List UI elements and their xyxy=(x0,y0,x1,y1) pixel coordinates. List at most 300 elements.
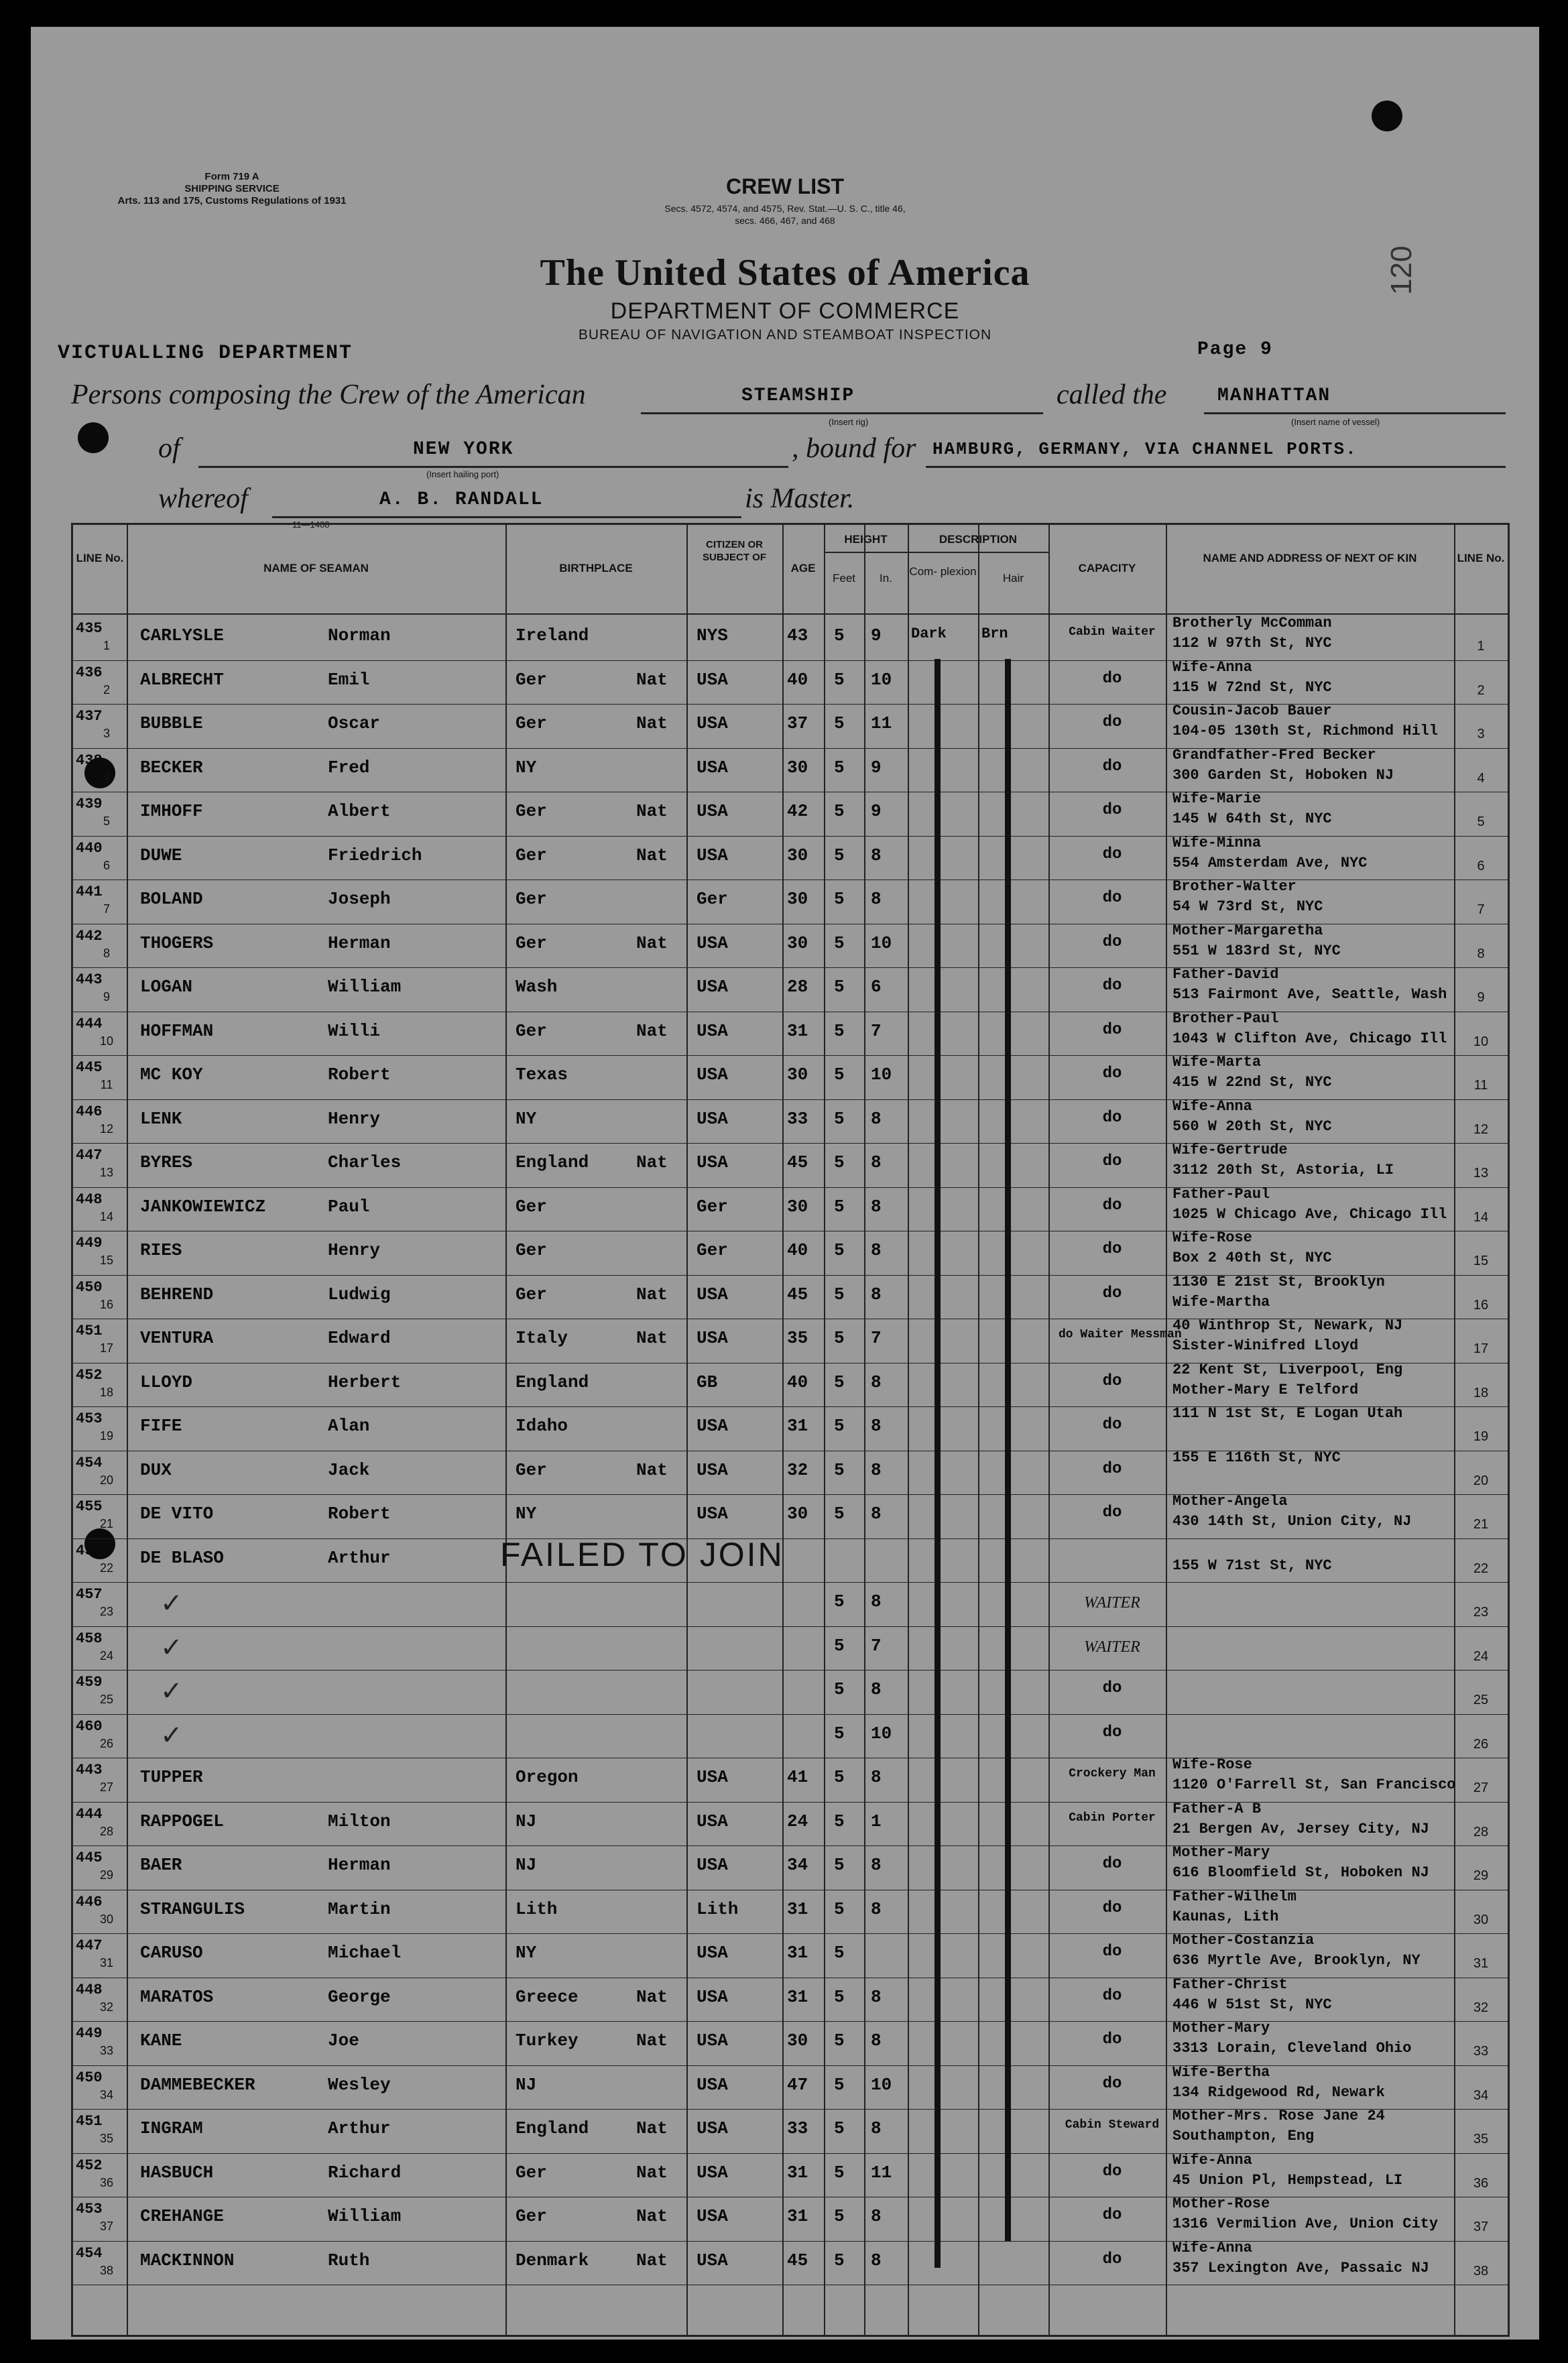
line-number: 19 xyxy=(99,1429,114,1443)
age: 35 xyxy=(787,1328,808,1348)
naturalized: Nat xyxy=(636,2031,668,2051)
birthplace: Italy xyxy=(516,1328,568,1348)
naturalized: Nat xyxy=(636,713,668,733)
next-of-kin-address: Kaunas, Lith xyxy=(1172,1908,1279,1925)
next-of-kin-name: Mother-Angela xyxy=(1172,1493,1288,1510)
ref-number: 455 xyxy=(76,1498,103,1515)
birthplace: England xyxy=(516,1372,589,1392)
citizenship: USA xyxy=(697,932,728,953)
pencil-number: 120 xyxy=(1385,245,1418,295)
punch-hole xyxy=(78,422,109,453)
next-of-kin-name: Father-Wilhelm xyxy=(1172,1888,1296,1905)
seaman-surname: JANKOWIEWICZ xyxy=(140,1196,266,1217)
age: 45 xyxy=(787,1152,808,1172)
citizenship: USA xyxy=(697,1152,728,1172)
birthplace: Ger xyxy=(516,932,547,953)
height-feet: 5 xyxy=(834,1416,845,1436)
table-row xyxy=(73,2020,1508,2061)
line-number: 16 xyxy=(99,1297,114,1311)
line-number-right: 26 xyxy=(1473,1736,1489,1752)
next-of-kin-name: Wife-Anna xyxy=(1172,1097,1252,1115)
line-number-right: 16 xyxy=(1473,1297,1489,1313)
height-inches: 8 xyxy=(871,1196,882,1217)
height-feet: 5 xyxy=(834,1679,845,1699)
capacity: do xyxy=(1102,2206,1122,2224)
line-number: 14 xyxy=(99,1209,114,1223)
table-row xyxy=(73,1493,1508,1534)
height-inches: 8 xyxy=(871,2250,882,2270)
naturalized: Nat xyxy=(636,2162,668,2183)
table-row xyxy=(73,1717,1508,1754)
statute-sections: Secs. 4572, 4574, and 4575, Rev. Stat.—U. S. C., title 46, secs. 466, 467, and 468 xyxy=(664,203,906,226)
height-inches: 7 xyxy=(871,1635,882,1656)
col-inches: In. xyxy=(880,572,892,585)
age: 33 xyxy=(787,2118,808,2138)
seaman-surname: KANE xyxy=(140,2031,182,2051)
col-citizen: CITIZEN OR SUBJECT OF xyxy=(702,539,766,563)
ref-number: 447 xyxy=(76,1147,103,1164)
birthplace: Ger xyxy=(516,2162,547,2183)
table-row xyxy=(73,1932,1508,1974)
destination: HAMBURG, GERMANY, VIA CHANNEL PORTS. xyxy=(932,439,1358,459)
citizenship: USA xyxy=(697,1943,728,1963)
line-number: 21 xyxy=(99,1517,114,1530)
line-number-right: 22 xyxy=(1473,1561,1489,1576)
preamble-called: called the xyxy=(1057,379,1167,410)
age: 31 xyxy=(787,1020,808,1041)
height-inches: 8 xyxy=(871,2206,882,2226)
seaman-surname: BYRES xyxy=(140,1152,193,1172)
height-inches: 8 xyxy=(871,1108,882,1129)
line-number-right: 38 xyxy=(1473,2263,1489,2279)
next-of-kin-address: 45 Union Pl, Hempstead, LI xyxy=(1172,2171,1403,2189)
next-of-kin-address: 415 W 22nd St, NYC xyxy=(1172,1074,1332,1091)
seaman-surname: BEHREND xyxy=(140,1284,214,1305)
table-row xyxy=(73,1010,1508,1052)
height-inches: 8 xyxy=(871,1416,882,1436)
seaman-given-name: Oscar xyxy=(328,713,381,733)
birthplace: Ger xyxy=(516,801,547,821)
capacity: do xyxy=(1102,1372,1122,1390)
line-number-right: 37 xyxy=(1473,2220,1489,2234)
height-feet: 5 xyxy=(834,801,845,821)
ref-number: 445 xyxy=(76,1059,103,1076)
table-row xyxy=(73,746,1508,788)
next-of-kin-name: Father-Paul xyxy=(1172,1185,1270,1203)
line-number-right: 15 xyxy=(1473,1254,1489,1268)
table-row xyxy=(73,1273,1508,1315)
height-feet: 5 xyxy=(834,2118,845,2138)
height-feet: 5 xyxy=(834,757,845,778)
citizenship: USA xyxy=(697,2074,728,2095)
capacity: do xyxy=(1102,2031,1122,2049)
age: 31 xyxy=(787,1898,808,1919)
table-row xyxy=(73,1317,1508,1359)
age: 30 xyxy=(787,845,808,865)
seaman-surname: CREHANGE xyxy=(140,2206,224,2226)
seaman-given-name: William xyxy=(328,2206,402,2226)
country-title: The United States of America xyxy=(540,252,1030,294)
next-of-kin-name: Mother-Rose xyxy=(1172,2195,1270,2212)
table-row xyxy=(73,1673,1508,1710)
capacity: do xyxy=(1102,1943,1122,1961)
seaman-surname: CARUSO xyxy=(140,1943,203,1963)
line-number: 33 xyxy=(99,2044,114,2057)
next-of-kin-name: 40 Winthrop St, Newark, NJ xyxy=(1172,1317,1403,1334)
seaman-surname: DE BLASO xyxy=(140,1547,224,1568)
next-of-kin-address: 155 W 71st St, NYC xyxy=(1172,1557,1332,1574)
birthplace: Ger xyxy=(516,1284,547,1305)
crew-table xyxy=(71,523,1510,2337)
line-number-right: 9 xyxy=(1477,990,1485,1005)
vessel-name: MANHATTAN xyxy=(1217,385,1331,406)
naturalized: Nat xyxy=(636,1328,668,1348)
seaman-given-name: Martin xyxy=(328,1898,391,1919)
citizenship: GB xyxy=(697,1372,718,1392)
line-number-right: 30 xyxy=(1473,1912,1489,1927)
height-feet: 5 xyxy=(834,625,845,646)
line-number-right: 11 xyxy=(1473,1078,1488,1093)
ref-number: 452 xyxy=(76,2157,103,2174)
next-of-kin-name: 1130 E 21st St, Brooklyn xyxy=(1172,1273,1385,1290)
ref-number: 451 xyxy=(76,1323,103,1339)
capacity: do xyxy=(1102,1679,1122,1697)
capacity: do xyxy=(1102,2074,1122,2093)
age: 45 xyxy=(787,1284,808,1305)
line-number-right: 35 xyxy=(1473,2132,1489,2146)
table-row xyxy=(73,1054,1508,1095)
col-next-of-kin: NAME AND ADDRESS OF NEXT OF KIN xyxy=(1203,552,1417,564)
next-of-kin-name: Cousin-Jacob Bauer xyxy=(1172,703,1332,719)
capacity: do xyxy=(1102,1504,1122,1522)
seaman-surname: ALBRECHT xyxy=(140,669,224,690)
col-hair: Hair xyxy=(1002,572,1024,585)
capacity: do xyxy=(1102,2162,1122,2181)
next-of-kin-address: Wife-Martha xyxy=(1172,1293,1270,1311)
citizenship: USA xyxy=(697,1284,728,1305)
line-number-right: 10 xyxy=(1473,1034,1489,1049)
preamble-whereof: whereof xyxy=(158,483,248,514)
height-feet: 5 xyxy=(834,1196,845,1217)
ref-number: 437 xyxy=(76,708,103,725)
preamble-persons: Persons composing the Crew of the American xyxy=(71,379,586,410)
failed-to-join-stamp: FAILED TO JOIN xyxy=(500,1536,784,1573)
next-of-kin-name: Father-A B xyxy=(1172,1800,1262,1817)
citizenship: USA xyxy=(697,757,728,778)
citizenship: USA xyxy=(697,977,728,997)
height-inches: 9 xyxy=(871,757,882,778)
seaman-given-name: Jack xyxy=(328,1459,370,1480)
seaman-surname: HASBUCH xyxy=(140,2162,214,2183)
height-feet: 5 xyxy=(834,1108,845,1129)
height-inches: 10 xyxy=(871,932,892,953)
table-row xyxy=(73,1097,1508,1140)
seaman-surname: DUX xyxy=(140,1459,172,1480)
seaman-given-name: Herman xyxy=(328,932,391,953)
birthplace: Ger xyxy=(516,1459,547,1480)
height-inches: 7 xyxy=(871,1328,882,1348)
birthplace: NJ xyxy=(516,2074,537,2095)
age: 30 xyxy=(787,1504,808,1524)
age: 30 xyxy=(787,932,808,953)
line-number: 17 xyxy=(99,1341,114,1355)
seaman-given-name: Albert xyxy=(328,801,391,821)
capacity: do xyxy=(1102,845,1122,863)
citizenship: USA xyxy=(697,713,728,733)
line-number: 29 xyxy=(99,1868,114,1882)
citizenship: USA xyxy=(697,845,728,865)
height-inches: 10 xyxy=(871,1723,892,1744)
capacity: do xyxy=(1102,1065,1122,1083)
line-number: 23 xyxy=(99,1605,114,1618)
line-number: 34 xyxy=(99,2087,114,2102)
age: 30 xyxy=(787,2031,808,2051)
next-of-kin-address: 134 Ridgewood Rd, Newark xyxy=(1172,2083,1385,2101)
next-of-kin-name: Wife-Anna xyxy=(1172,658,1252,676)
capacity: do xyxy=(1102,1108,1122,1127)
capacity: do xyxy=(1102,1240,1122,1258)
next-of-kin-address: 554 Amsterdam Ave, NYC xyxy=(1172,854,1368,871)
capacity: Crockery Man xyxy=(1069,1767,1156,1780)
birthplace: Greece xyxy=(516,1986,579,2007)
seaman-surname: STRANGULIS xyxy=(140,1898,245,1919)
ref-number: 460 xyxy=(76,1717,103,1735)
line-number-right: 19 xyxy=(1473,1429,1489,1444)
bureau-title: BUREAU OF NAVIGATION AND STEAMBOAT INSPECTION xyxy=(578,327,992,343)
citizenship: USA xyxy=(697,669,728,690)
next-of-kin-name: Wife-Anna xyxy=(1172,2239,1252,2256)
crew-list-sheet: Form 719 A SHIPPING SERVICE Arts. 113 and 175, Customs Regulations of 1931 CREW LIST Secs. 4572, 4574, and 4575, Rev. Stat.—U. S. C., title 46, secs. 466, 467, and 468 The United States of America DEPARTMENT OF COMMERCE BUREAU OF NAVIGATION AND STEAMBOAT INSPECTION VICTUALLING DEPARTMENT Page 9 120 Persons composing the Crew of the American STEAMSHIP (Insert rig) called the MANHATTAN (Insert name of vessel) of NEW YORK (Insert hailing port) , bound for HAMBURG, GERMANY, VIA CHANNEL PORTS. whereof A. B. RANDALL 11—1408 is Master. LINE No. NAME OF SEAMAN BIRTHPLACE CITIZEN OR SUBJECT OF AGE HEIGHT Feet In. DESCRIPTION Com- plexion Hair CAPACITY NAME AND ADDRESS OF NEXT OF KIN LINE No. 435 1 CARLYSLE Norman Ireland NYS 43 5 9 Dark Brn Cabin Waiter Brotherly McComman 112 W 97th St, NYC 1 436 2 ALBRECHT Emil Ger Nat USA 40 5 10 do Wife-Anna 115 W 72nd St, NYC 2 437 3 BUBBLE Oscar Ger Nat USA 37 5 11 do Cousin-Jacob Bauer 104-05 130th St, Richmond Hill 3 438 4 BECKER Fred NY USA 30 5 9 do Grandfather-Fred Becker 300 Garden St, Hoboken NJ 4 439 5 IMHOFF Albert Ger Nat USA 42 5 9 do Wife-Marie 145 W 64th St, NYC 5 440 6 DUWE Friedrich Ger Nat USA 30 5 8 do Wife-Minna 554 Amsterdam Ave, NYC 6 441 7 BOLAND Joseph Ger Ger 30 5 8 do Brother-Walter 54 W 73rd St, NYC 7 442 8 THOGERS Herman Ger Nat USA 30 5 10 do Mother-Margaretha 551 W 183rd St, NYC 8 443 9 LOGAN William Wash USA 28 5 6 do Father-David 513 Fairmont Ave, Seattle, Wash 9 444 10 HOFFMAN Willi Ger Nat USA 31 5 7 do Brother-Paul 1043 W Clifton Ave, Chicago Ill 10 445 11 MC KOY Robert Texas USA 30 5 10 do Wife-Marta 415 W 22nd St, NYC 11 446 12 LENK Henry NY USA 33 5 8 do Wife-Anna 560 W 20th St, NYC 12 447 13 BYRES Charles England Nat USA 45 5 8 do Wife-Gertrude 3112 20th St, Astoria, LI 13 448 14 JANKOWIEWICZ Paul Ger Ger 30 5 8 do Father-Paul 1025 W Chicago Ave, Chicago Ill 14 449 15 RIES Henry Ger Ger 40 5 8 do Wife-Rose Box 2 40th St, NYC 15 450 16 BEHREND Ludwig Ger Nat USA 45 5 8 do 1130 E 21st St, Brooklyn Wife-Martha 16 451 17 VENTURA Edward Italy Nat USA 35 5 7 do Waiter Messman 40 Winthrop St, Newark, NJ Sister-Winifred Lloyd 17 452 18 LLOYD Herbert England GB 40 5 8 do 22 Kent St, Liverpool, Eng Mother-Mary E Telford 18 453 19 FIFE Alan Idaho USA 31 5 8 do 111 N 1st St, E Logan Utah 19 454 20 DUX Jack Ger Nat USA 32 5 8 do 155 E 116th St, NYC 20 455 21 DE VITO Robert NY USA 30 5 8 do Mother-Angela 430 14th St, Union City, NJ 21 456 22 DE BLASO Arthur 155 W 71st St, NYC 22 457 23 5 8 WAITER 23 ✓ 458 24 5 7 WAITER 24 ✓ 459 25 5 8 do 25 ✓ 460 26 5 10 do 26 ✓ 443 27 TUPPER Oregon USA 41 5 8 Crockery Man Wife-Rose 1120 O'Farrell St, San Francisco 27 444 28 RAPPOGEL Milton NJ USA 24 5 1 Cabin Porter Father-A B 21 Bergen Av, Jersey City, NJ 28 445 29 BAER Herman NJ USA 34 5 8 do Mother-Mary 616 Bloomfield St, Hoboken NJ 29 446 30 STRANGULIS Martin Lith Lith 31 5 8 do Father-Wilhelm Kaunas, Lith 30 447 31 CARUSO Michael NY USA 31 5 do Mother-Costanzia 636 Myrtle Ave, Brooklyn, NY 31 448 32 MARATOS George Greece Nat USA 31 5 8 do Father-Christ 446 W 51st St, NYC 32 449 33 KANE Joe Turkey Nat USA 30 5 8 do Mother-Mary 3313 Lorain, Cleveland Ohio 33 450 34 DAMMEBECKER Wesley NJ USA 47 5 10 do Wife-Bertha 134 Ridgewood Rd, Newark 34 451 35 INGRAM Arthur England Nat USA 33 5 8 Cabin Steward Mother-Mrs. Rose Jane 24 Southampton, Eng 35 452 36 HASBUCH Richard Ger Nat USA 31 5 11 do Wife-Anna 45 Union Pl, Hempstead, LI 36 453 37 CREHANGE William Ger Nat USA 31 5 8 do Mother-Rose 1316 Vermilion Ave, Union City 37 454 38 MACKINNON Ruth Denmark Nat USA 45 5 8 do Wife-Anna 357 Lexington Ave, Passaic NJ 38 FAILED TO JOIN xyxy=(31,27,1539,2340)
line-number: 10 xyxy=(99,1034,114,1048)
seaman-surname: RAPPOGEL xyxy=(140,1811,224,1831)
table-row xyxy=(73,2239,1508,2281)
height-inches: 9 xyxy=(871,625,882,646)
form-identifier: Form 719 A SHIPPING SERVICE Arts. 113 and 175, Customs Regulations of 1931 xyxy=(117,171,347,206)
next-of-kin-address: 3112 20th St, Astoria, LI xyxy=(1172,1162,1394,1178)
citizenship: Ger xyxy=(697,889,728,909)
ref-number: 450 xyxy=(76,2069,103,2086)
seaman-surname: IMHOFF xyxy=(140,801,203,821)
naturalized: Nat xyxy=(636,801,668,821)
height-feet: 5 xyxy=(834,1943,845,1963)
next-of-kin-address: 112 W 97th St, NYC xyxy=(1172,635,1332,652)
age: 30 xyxy=(787,889,808,909)
table-row xyxy=(73,1449,1508,1491)
check-mark-icon: ✓ xyxy=(160,1632,183,1662)
line-number: 4 xyxy=(103,770,110,784)
age: 30 xyxy=(787,1065,808,1085)
naturalized: Nat xyxy=(636,1152,668,1172)
age: 34 xyxy=(787,1855,808,1875)
seaman-given-name: Ruth xyxy=(328,2250,370,2270)
height-inches: 8 xyxy=(871,1152,882,1172)
age: 41 xyxy=(787,1767,808,1787)
seaman-given-name: Henry xyxy=(328,1240,381,1260)
line-number: 12 xyxy=(99,1122,114,1136)
height-feet: 5 xyxy=(834,1065,845,1085)
capacity: do xyxy=(1102,1416,1122,1434)
seaman-given-name: Emil xyxy=(328,669,370,690)
age: 31 xyxy=(787,1416,808,1436)
line-number-right: 32 xyxy=(1473,2000,1489,2015)
age: 37 xyxy=(787,713,808,733)
capacity: WAITER xyxy=(1084,1638,1140,1656)
line-number-right: 29 xyxy=(1473,1868,1489,1883)
table-row xyxy=(73,1976,1508,2018)
birthplace: Idaho xyxy=(516,1416,568,1436)
birthplace: Ireland xyxy=(516,625,589,646)
next-of-kin-address: 446 W 51st St, NYC xyxy=(1172,1996,1332,2013)
next-of-kin-name: Father-David xyxy=(1172,966,1279,983)
table-row xyxy=(73,2195,1508,2237)
next-of-kin-name: Wife-Bertha xyxy=(1172,2063,1270,2081)
line-number: 20 xyxy=(99,1473,114,1487)
seaman-surname: DUWE xyxy=(140,845,182,865)
seaman-given-name: Robert xyxy=(328,1504,391,1524)
citizenship: NYS xyxy=(697,625,728,646)
height-feet: 5 xyxy=(834,713,845,733)
ref-number: 444 xyxy=(76,1805,103,1823)
next-of-kin-address: 551 W 183rd St, NYC xyxy=(1172,942,1341,959)
next-of-kin-name: Wife-Anna xyxy=(1172,2151,1252,2169)
complexion: Dark xyxy=(911,625,947,642)
line-number-right: 17 xyxy=(1473,1341,1489,1356)
ref-number: 442 xyxy=(76,927,103,945)
line-number: 37 xyxy=(99,2220,114,2233)
line-number-right: 28 xyxy=(1473,1824,1489,1839)
line-number: 30 xyxy=(99,1912,114,1926)
line-number-right: 8 xyxy=(1477,946,1485,961)
height-feet: 5 xyxy=(834,1898,845,1919)
age: 24 xyxy=(787,1811,808,1831)
line-number-right: 31 xyxy=(1473,1956,1489,1971)
ref-number: 452 xyxy=(76,1366,103,1384)
ref-number: 441 xyxy=(76,884,103,900)
citizenship: USA xyxy=(697,1459,728,1480)
capacity: do Waiter Messman xyxy=(1059,1328,1182,1341)
citizenship: USA xyxy=(697,1811,728,1831)
birthplace: Oregon xyxy=(516,1767,579,1787)
capacity: do xyxy=(1102,1152,1122,1170)
ref-number: 453 xyxy=(76,2201,103,2218)
table-row xyxy=(73,658,1508,701)
birthplace: NY xyxy=(516,1504,537,1524)
citizenship: USA xyxy=(697,1108,728,1129)
height-feet: 5 xyxy=(834,1811,845,1831)
age: 30 xyxy=(787,757,808,778)
next-of-kin-name: Father-Christ xyxy=(1172,1976,1288,1993)
capacity: do xyxy=(1102,1196,1122,1215)
ditto-line-complexion xyxy=(934,659,941,2268)
height-feet: 5 xyxy=(834,2074,845,2095)
height-inches: 8 xyxy=(871,1372,882,1392)
master-name: A. B. RANDALL xyxy=(379,489,544,510)
line-number-right: 20 xyxy=(1473,1473,1489,1488)
citizenship: USA xyxy=(697,1328,728,1348)
next-of-kin-name: Brother-Walter xyxy=(1172,878,1296,895)
height-feet: 5 xyxy=(834,845,845,865)
height-inches: 11 xyxy=(871,713,892,733)
table-row xyxy=(73,790,1508,832)
birthplace: England xyxy=(516,1152,589,1172)
hair: Brn xyxy=(981,625,1008,642)
height-feet: 5 xyxy=(834,1152,845,1172)
height-inches: 9 xyxy=(871,801,882,821)
next-of-kin-name: Mother-Costanzia xyxy=(1172,1932,1315,1949)
next-of-kin-name: Wife-Marie xyxy=(1172,790,1262,807)
height-inches: 10 xyxy=(871,669,892,690)
punch-hole xyxy=(1372,101,1402,131)
citizenship: USA xyxy=(697,2250,728,2270)
age: 47 xyxy=(787,2074,808,2095)
ref-number: 449 xyxy=(76,1235,103,1252)
ref-number: 456 xyxy=(76,1542,103,1559)
citizenship: Ger xyxy=(697,1240,728,1260)
line-number: 11 xyxy=(100,1078,113,1091)
seaman-given-name: Wesley xyxy=(328,2074,391,2095)
ref-number: 440 xyxy=(76,839,103,857)
next-of-kin-address: 560 W 20th St, NYC xyxy=(1172,1117,1332,1135)
ref-number: 457 xyxy=(76,1586,103,1603)
next-of-kin-address: Southampton, Eng xyxy=(1172,2128,1315,2144)
seaman-surname: CARLYSLE xyxy=(140,625,224,646)
height-inches: 10 xyxy=(871,2074,892,2095)
naturalized: Nat xyxy=(636,2250,668,2270)
next-of-kin-name: 155 E 116th St, NYC xyxy=(1172,1449,1341,1466)
naturalized: Nat xyxy=(636,1986,668,2007)
ref-number: 448 xyxy=(76,1191,103,1208)
naturalized: Nat xyxy=(636,1020,668,1041)
table-row xyxy=(73,2151,1508,2193)
age: 31 xyxy=(787,1943,808,1963)
check-mark-icon: ✓ xyxy=(160,1719,183,1750)
next-of-kin-address: 1025 W Chicago Ave, Chicago Ill xyxy=(1172,1205,1447,1223)
ref-number: 450 xyxy=(76,1278,103,1296)
col-height: HEIGHT xyxy=(844,533,888,546)
next-of-kin-name: Mother-Margaretha xyxy=(1172,922,1323,939)
birthplace: Ger xyxy=(516,1196,547,1217)
table-row xyxy=(73,1142,1508,1183)
seaman-surname: MARATOS xyxy=(140,1986,214,2007)
ref-number: 443 xyxy=(76,971,103,988)
height-feet: 5 xyxy=(834,1986,845,2007)
line-number-right: 3 xyxy=(1477,727,1485,741)
next-of-kin-name: Wife-Rose xyxy=(1172,1756,1252,1773)
line-number-right: 23 xyxy=(1473,1605,1489,1620)
line-number-right: 14 xyxy=(1473,1209,1489,1225)
seaman-given-name: Edward xyxy=(328,1328,391,1348)
citizenship: USA xyxy=(697,1504,728,1524)
capacity: do xyxy=(1102,713,1122,731)
birthplace: Ger xyxy=(516,1020,547,1041)
height-inches: 8 xyxy=(871,1591,882,1612)
birthplace: NY xyxy=(516,757,537,778)
height-feet: 5 xyxy=(834,1855,845,1875)
seaman-given-name: Joseph xyxy=(328,889,391,909)
next-of-kin-name: Wife-Minna xyxy=(1172,834,1262,851)
table-row xyxy=(73,878,1508,920)
ref-number: 438 xyxy=(76,751,103,769)
seaman-given-name: Arthur xyxy=(328,2118,391,2138)
age: 31 xyxy=(787,1986,808,2007)
age: 28 xyxy=(787,977,808,997)
seaman-surname: BAER xyxy=(140,1855,182,1875)
capacity: do xyxy=(1102,669,1122,688)
preamble-bound-for: , bound for xyxy=(792,433,916,464)
naturalized: Nat xyxy=(636,932,668,953)
citizenship: USA xyxy=(697,1986,728,2007)
next-of-kin-name: Mother-Mary xyxy=(1172,2020,1270,2037)
